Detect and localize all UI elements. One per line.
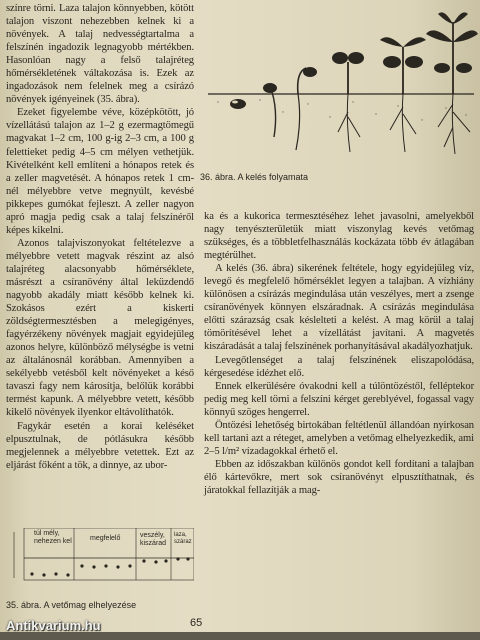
figure-36-caption: 36. ábra. A kelés folyamata (200, 172, 309, 182)
paragraph: színre törni. Laza talajon könnyebben, kötött talajon viszont nehezebben kelnek ki a növények. A talaj nedvességtartalma a felszínén ingadozik legnagyobb mértékben. Hasonlóan nagy a felső talajréteg hőmérsékletének váltakozása is. Ezek az ingadozások nem felelnek meg a csírázó növények igényeinek (35. ábra). (6, 3, 194, 106)
paragraph: Fagykár esetén a korai keléséket elpusztulnak, de pótlásukra később megjelennek a mélyebbre vetettek. Ezt az eljárást főként a tök, a dinnye, az ubor- (6, 420, 194, 471)
page-number: 65 (190, 617, 203, 629)
fig35-label-loose: laza, száraz (174, 532, 192, 545)
page-bottom-edge (0, 632, 480, 640)
watermark-logo: Antikvarium.hu (6, 618, 101, 633)
fig35-label-danger: veszély, kiszárad (140, 532, 167, 547)
paragraph: Öntözési lehetőség birtokában feltétlenül állandóan nyirkosan kell tartani azt a réteget, amelyben a vetőmag elhelyezkedik, ami 2–5 l/m² vízadagokkal érhető el. (204, 419, 474, 457)
paragraph: Ezeket figyelembe véve, középkötött, jó vízellátású talajon az 1–2 g ezermagtömegű magvakat 1–2 cm, 100 g-ig 2–3 cm, a 100 g felettieket pedig 4–5 cm mélyen vethetjük. Kivételként kell említeni a hónapos retek és a zeller magvetését. A hónapos retek 1 cm-nél mélyebbre vetve megnyúlt, kevésbé pikkepes gumókat fejleszt. A zeller nagyon apró magja pedig csak a talaj felszínéről képes kikelni. (6, 107, 194, 236)
paragraph: Ennek elkerülésére óvakodni kell a túlöntözéstől, felléptekor pedig meg kell törni a felszíni kérget gereblyével, fogassal vagy könnyű szöges hengerrel. (204, 380, 474, 418)
figure-36-germination (198, 2, 478, 162)
paragraph: A kelés (36. ábra) sikerének feltétele, hogy egyidejűleg víz, levegő és megfelelő hőmérséklet legyen a talajban. A vízhiány különösen a csírázás megindulása után veszélyes, mert a zsenge csíranövények könnyen elszáradnak. A csírázás megindulása előtti szárazság csak késlelteti a kelést. A mag körül a talaj tömörítésével lehet a vízellátást javítani. A magvetés kiszáradását a talaj felszínének porhanyításával akadályozhatjuk. (204, 263, 474, 353)
left-column (6, 2, 194, 472)
fig35-label-right: megfelelő (90, 535, 121, 542)
figure-35-caption: 35. ábra. A vetőmag elhelyezése (6, 600, 137, 610)
paragraph: Ebben az időszakban különös gondot kell fordítani a talajban élő kártevőkre, mert sok csíranövényt elpusztíthatnak, és járatokkal fellazítják a mag- (204, 458, 474, 496)
paragraph: Levegőtlenséget a talaj felszínének eliszapolódása, kérgesedése idézhet elő. (204, 354, 474, 379)
paragraph: ka és a kukorica termesztéséhez lehet javasolni, amelyekből nagy tenyészterületük miatt viszonylag kevés vetőmag szükséges, és a többletfelhasználás kockázata több év átlagában megtérülhet. (204, 211, 474, 262)
fig35-label-too-deep: túl mély, nehezen kel (34, 530, 72, 545)
paragraph: Azonos talajviszonyokat feltételezve a mélyebbre vetett magvak részint az alsó talajréteg alacsonyabb hőmérséklete, másrészt a csíranövény által leküzdendő nagyobb akadály miatt később kelnek ki. Szokásos ezért a kiskerti zöldségtermesztésben a melegigényes, fagyérzékeny növények magjait egyidejűleg azonos helyre, különböző mélységbe is vetni az általánosnál korábban. Amennyiben a sekélyebb vetésből kelt növényeket a késő tavaszi fagy nem károsítja, belőlük korábbi termést kapunk. A mélyebbre vetett, később kikelő növények ilyenkor eltávolíthatók. (6, 237, 194, 419)
right-column (204, 210, 474, 497)
